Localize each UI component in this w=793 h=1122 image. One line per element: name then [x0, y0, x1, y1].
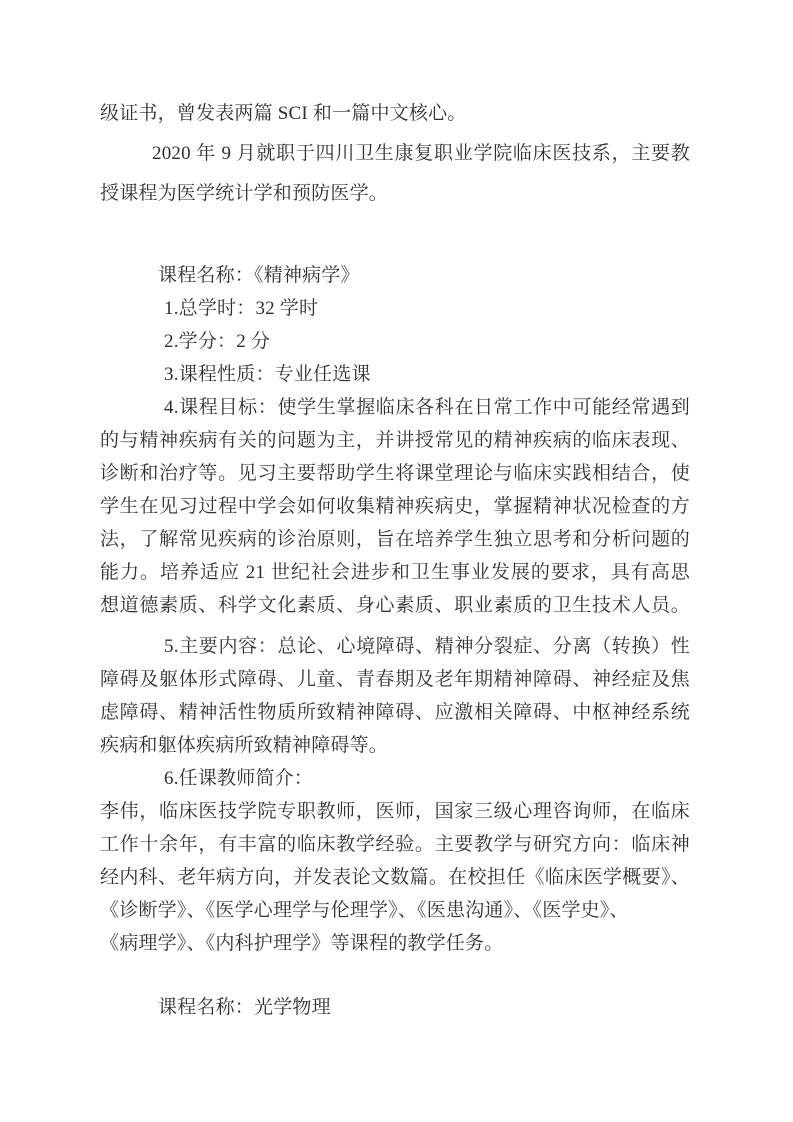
intro-line-2: 2020 年 9 月就职于四川卫生康复职业学院临床医技系，主要教 [152, 143, 690, 164]
course-objective-line: 学生在见习过程中学会如何收集精神疾病史，掌握精神状况检查的方 [100, 496, 690, 517]
intro-line-3: 授课程为医学统计学和预防医学。 [100, 183, 389, 204]
course-title-optics: 课程名称：光学物理 [158, 997, 331, 1018]
teacher-bio-line: 李伟，临床医技学院专职教师，医师，国家三级心理咨询师，在临床 [100, 801, 690, 822]
teacher-bio-line: 经内科、老年病方向，并发表论文数篇。在校担任《临床医学概要》、 [100, 867, 690, 888]
teacher-bio-line: 工作十余年，有丰富的临床教学经验。主要教学与研究方向：临床神 [100, 834, 690, 855]
course-title-psychiatry: 课程名称：《精神病学》 [158, 265, 360, 286]
course-content-line: 疾病和躯体疾病所致精神障碍等。 [100, 735, 389, 756]
teacher-bio-line: 《病理学》、《内科护理学》等课程的教学任务。 [100, 933, 504, 954]
course-credits: 2.学分：2 分 [164, 331, 271, 352]
course-objective-line: 想道德素质、科学文化素质、身心素质、职业素质的卫生技术人员。 [100, 595, 690, 616]
course-objective-line: 的与精神疾病有关的问题为主，并讲授常见的精神疾病的临床表现、 [100, 430, 690, 451]
course-objective-line: 法，了解常见疾病的诊治原则，旨在培养学生独立思考和分析问题的 [100, 529, 690, 550]
intro-line-1: 级证书，曾发表两篇 SCI 和一篇中文核心。 [100, 103, 467, 124]
course-objective-line: 诊断和治疗等。见习主要帮助学生将课堂理论与临床实践相结合，使 [100, 463, 690, 484]
course-content-line: 5.主要内容：总论、心境障碍、精神分裂症、分离（转换）性 [164, 636, 690, 657]
course-content-line: 障碍及躯体形式障碍、儿童、青春期及老年期精神障碍、神经症及焦 [100, 669, 690, 690]
course-objective-line: 4.课程目标：使学生掌握临床各科在日常工作中可能经常遇到 [164, 397, 690, 418]
course-hours: 1.总学时：32 学时 [164, 298, 319, 319]
course-content-line: 虑障碍、精神活性物质所致精神障碍、应激相关障碍、中枢神经系统 [100, 702, 690, 723]
course-nature: 3.课程性质：专业任选课 [164, 364, 371, 385]
teacher-heading: 6.任课教师简介： [164, 768, 314, 789]
teacher-bio-line: 《诊断学》、《医学心理学与伦理学》、《医患沟通》、《医学史》、 [100, 900, 629, 921]
course-objective-line: 能力。培养适应 21 世纪社会进步和卫生事业发展的要求，具有高思 [100, 562, 690, 583]
